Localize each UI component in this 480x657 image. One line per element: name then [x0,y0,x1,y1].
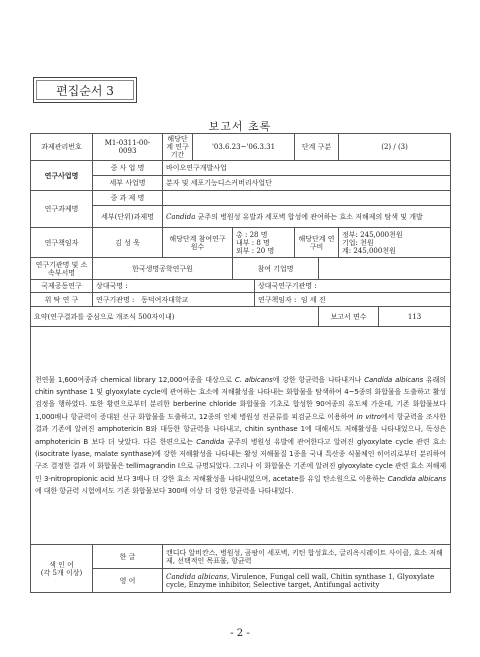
research-costs: 정부: 245,000천원 기업: 천원 계: 245,000천원 [339,228,451,258]
index-ko: 캔디다 알비칸스, 병원성, 곰팡이 세포벽, 키틴 합성효소, 글리옥시레이트 사이클, 효소 저해제, 선택적인 목표물, 항균력 [163,545,451,569]
count-external: 20 [256,246,266,255]
label-international: 국제공동연구 [31,280,93,293]
row-project-mid [31,161,451,176]
count-internal: 8 [256,238,261,247]
task-detail-rest: 균주의 병원성 유발과 세포벽 합성에 관여하는 효소 저해제의 탐색 및 개발 [195,212,423,221]
report-abstract-table [30,133,451,593]
report-title: 보고서 초록 [208,120,272,133]
task-mid [163,191,451,206]
task-detail [163,206,451,228]
researcher-counts: 총 : 28 명 내부 : 8 명 외부 : 20 명 [233,228,295,258]
label-institution: 연구기관명 및 소속부서명 [31,258,93,280]
row-researcher [31,228,451,258]
row-management [31,134,451,161]
stage: (2) / (3) [339,134,451,161]
task-detail-em: Candida [166,212,196,221]
label-researcher-count: 해당단계 참여연구원수 [163,228,233,258]
count-total: 28 [249,230,259,239]
consign-pi: 임 세 진 [300,295,326,304]
label-mgmt-no: 과제관리번호 [31,134,93,161]
consign-org: 동덕여자대학교 [141,295,189,304]
label-partner-org: 상대국연구기관명 : [255,280,451,293]
row-institution [31,258,451,280]
label-index-en: 영 어 [93,569,163,593]
label-task-mid: 중 과 제 명 [93,191,163,206]
partner-company [319,258,451,280]
cost-sum: 245,000천원 [353,246,396,255]
label-project-detail: 세부 사업명 [93,176,163,191]
abstract-text: 천연물 1,600여종과 chemical library 12,000여종을 대상으로 C. albicans에 강한 항균력을 나타내거나 Candida albicans 유래의 chitin synthase 1 및 glyoxylate cycle에 관여하는 효소에 저해활성을 나타내는 화합물을 탐색하여 4~5종의 화합물을 도출하고 활성검정을 행하였다. 또한 황련으로부터 분리한 berberine chloride 화합물을 기초로 합성한 90여종의 유도체 가운데, 기존 화합물보다 1,000배나 항균력이 증대된 신규 화합물을 도출하고, 12종의 인체 병원성 진균류를 피검균으로 이용하여 in vitro에서 항균력을 조사한 결과 기존에 알려진 amphotericin B와 대등한 항균력을 나타내고, chitin synthase 1에 대해서도 저해활성을 나타내었으나, 독성은 amphotericin B 보다 더 낫았다. 다른 한편으로는 Candida 균주의 병원성 유발에 관여한다고 알려진 glyoxylate cycle 관련 효소(isocitrate lyase, malate synthase)에 강한 저해활성을 나타내는 활성 저해물질 1종을 국내 특산종 식물체인 히어리로부터 분리하여 구조 결정한 결과 이 화합물은 tellimagrandin Ⅰ으로 규명되었다. 그리나 이 화합물은 기존에 알려진 glyoxylate cycle 관련 효소 저해제인 3-nitropropionic acid 보다 3배나 더 강한 효소 저해활성을 나타내었으며, acetate를 유일 탄소원으로 이용하는 Candida albicans에 대한 항균력 시험에서도 기존 화합물보다 300배 이상 더 강한 항균력을 나타내었다. [31,327,451,545]
label-project-mid: 중 사 업 명 [93,161,163,176]
row-index-en [31,569,451,593]
label-task: 연구과제명 [31,191,93,228]
report-pages: 113 [379,307,451,327]
row-index-ko [31,545,451,569]
project-detail: 분자 및 세포기능디스커버리사업단 [163,176,451,191]
row-summary-label [31,307,451,327]
label-summary: 요약(연구결과를 중심으로 개조식 500자이내) [31,307,319,327]
institution-name: 한국생명공학연구원 [93,258,233,280]
row-abstract [31,327,451,545]
label-period: 해당단계 연구기간 [163,134,193,161]
form-sequence-text: 편집순서 3 [56,83,114,98]
form-sequence-label [33,77,137,103]
label-index-terms: 색 인 어 (각 5개 이상) [31,545,93,593]
row-consign [31,293,451,307]
label-project: 연구사업명 [31,161,93,191]
row-task-detail [31,206,451,228]
cost-gov: 245,000천원 [360,230,403,239]
row-task-mid [31,191,451,206]
label-research-cost: 해당단계 연구비 [295,228,339,258]
label-consign: 위 탁 연 구 [31,293,93,307]
consign-pi-cell: 연구책임자 : 임 세 진 [255,293,451,307]
label-partner-company: 참여 기업명 [233,258,319,280]
label-stage: 단계 구분 [295,134,339,161]
label-task-detail: 세부(단위)과제명 [93,206,163,228]
mgmt-no: M1-0311-00-0093 [93,134,163,161]
label-index-ko: 한 글 [93,545,163,569]
period: '03.6.23~'06.3.31 [193,134,295,161]
row-project-detail [31,176,451,191]
label-researcher: 연구책임자 [31,228,93,258]
index-en: Candida albicans, Virulence, Fungal cell wall, Chitin synthase 1, Glyoxylate cycle, Enzyme inhibitor, Selective target, Antifungal activity [163,569,451,593]
form-tag-inner-border [36,80,134,100]
page-number: - 2 - [230,628,250,639]
researcher-name: 김 성 욱 [93,228,163,258]
label-report-pages: 보고서 면수 [319,307,379,327]
cost-company: 천원 [360,238,374,247]
label-partner-country: 상대국명 : [93,280,255,293]
consign-org-cell: 연구기관명 : 동덕여자대학교 [93,293,255,307]
project-mid: 바이오연구개발사업 [163,161,451,176]
row-international [31,280,451,293]
